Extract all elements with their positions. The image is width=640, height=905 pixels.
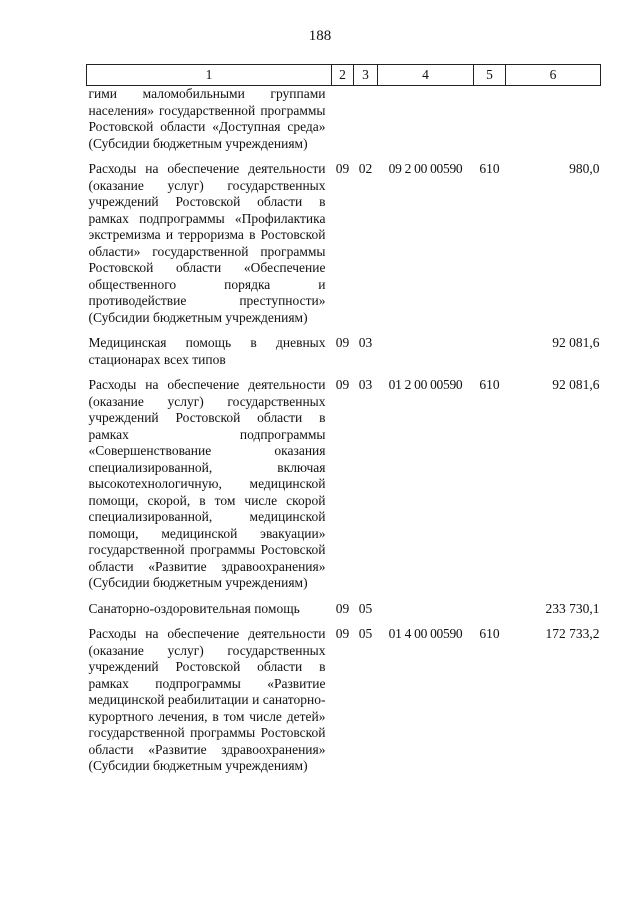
row-target-code: 09 2 00 00590 [388,161,463,176]
row-section: 09 [335,626,350,641]
table-header-row [87,65,601,86]
column-header-3: 3 [354,65,378,86]
column-header-2: 2 [332,65,354,86]
row-target-code: 01 4 00 00590 [388,626,463,641]
row-expense-type: 610 [479,377,500,392]
table-row [87,368,601,592]
table-row [87,86,601,153]
column-header-6: 6 [506,65,601,86]
row-description: Расходы на обеспечение деятельности (оказание услуг) государственных учреждений Ростовской области в рамках подпрограммы «Развитие медицинской реабилитации и санаторно-курортного лечения, в том числе детей» государственной программы Ростовской области «Развитие здравоохранения» (Субсидии бюджетным учреждениям) [88,626,326,773]
row-target-code: 01 2 00 00590 [388,377,463,392]
table-row [87,326,601,368]
row-expense-type [474,592,506,618]
row-section: 09 [335,335,350,350]
row-description: Расходы на обеспечение деятельности (оказание услуг) государственных учреждений Ростовской области в рамках подпрограммы «Профилактика экстремизма и терроризма в Ростовской области» государственной программы Ростовской области «Обеспечение общественного порядка и противодействие преступности» (Субсидии бюджетным учреждениям) [88,161,326,325]
table-row [87,152,601,326]
row-amount: 92 081,6 [552,377,600,392]
row-description: гими маломобильными группами населения» государственной программы Ростовской области «Доступная среда» (Субсидии бюджетным учреждениям) [88,86,326,151]
row-section [332,86,354,153]
row-subsection: 03 [358,377,373,392]
row-expense-type [474,326,506,368]
row-description: Медицинская помощь в дневных стационарах всех типов [88,335,326,367]
row-subsection: 05 [358,600,373,616]
page-number: 188 [308,28,332,44]
row-amount: 980,0 [569,161,600,176]
row-amount [506,86,601,153]
row-subsection: 02 [358,161,373,176]
row-amount: 233 730,1 [545,600,600,616]
row-subsection: 03 [358,335,373,350]
row-target-code [378,592,474,618]
row-section: 09 [335,600,350,616]
row-expense-type: 610 [479,626,500,641]
row-target-code [378,86,474,153]
row-description: Расходы на обеспечение деятельности (оказание услуг) государственных учреждений Ростовской области в рамках подпрограммы «Совершенствование оказания специализированной, включая высокотехнологичную, медицинской помощи, скорой, в том числе скорой специализированной, медицинской помощи, медицинской эвакуации» государственной программы Ростовской области «Развитие здравоохранения» (Субсидии бюджетным учреждениям) [88,377,326,590]
row-expense-type [474,86,506,153]
row-section: 09 [335,161,350,176]
row-section: 09 [335,377,350,392]
column-header-4: 4 [378,65,474,86]
row-subsection: 05 [358,626,373,641]
row-amount: 92 081,6 [552,335,600,350]
table-row [87,617,601,775]
table-row [87,592,601,618]
column-header-5: 5 [474,65,506,86]
row-amount: 172 733,2 [545,626,600,641]
row-target-code [378,326,474,368]
row-description: Санаторно-оздоровительная помощь [88,600,300,616]
row-subsection [354,86,378,153]
row-expense-type: 610 [479,161,500,176]
budget-table [86,64,601,775]
column-header-1: 1 [87,65,332,86]
